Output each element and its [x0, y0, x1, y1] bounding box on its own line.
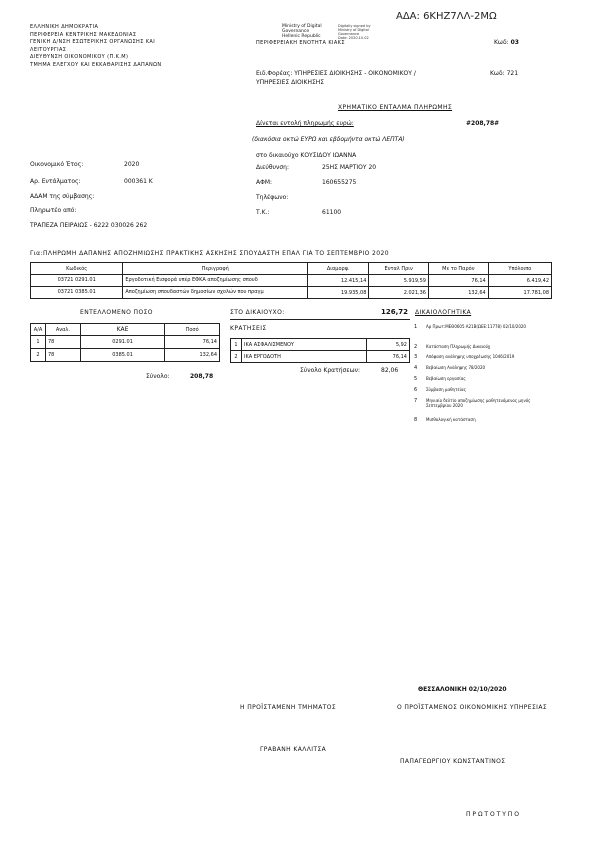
stamp-text: Ministry of Digital	[338, 28, 369, 32]
cell-aa: 1	[31, 336, 46, 349]
signature-right-name: ΠΑΠΑΓΕΩΡΓΙΟΥ ΚΩΝΣΤΑΝΤΙΝΟΣ	[400, 758, 506, 765]
stamp-right	[338, 24, 371, 40]
table-header-row	[31, 263, 552, 275]
total-value: 208,78	[190, 373, 214, 380]
budget-table	[30, 262, 552, 299]
cell-anal: 78	[45, 349, 80, 362]
cell-budget: 12.415,14	[308, 275, 369, 287]
item-text: Απόφαση ανάληψης υποχρέωσης 1046/2019	[426, 354, 515, 359]
cell-poso: 76,14	[165, 336, 220, 349]
stamp-text: Governance	[282, 29, 310, 34]
stamp-text: Hellenic Republic	[282, 34, 321, 39]
item-number: 5	[414, 376, 418, 382]
cell-deduction-amount: 5,92	[367, 339, 410, 351]
cell-current: 132,64	[428, 287, 488, 299]
col-header-anal: Αναλ.	[45, 324, 80, 336]
item-text: Βεβαίωση εργασίας	[426, 376, 466, 381]
signature-left-name: ΓΡΑΒΑΝΗ ΚΑΛΛΙΤΣΑ	[260, 746, 327, 753]
item-text: Αρ Πρωτ:ΜΕΘ0605 Α21Β(ΩΕΕ:11778) 02/10/2020	[426, 324, 526, 329]
header-line: ΔΙΕΥΘΥΝΣΗ ΟΙΚΟΝΟΜΙΚΟΥ (Π.Κ.Μ)	[30, 54, 129, 60]
item-text: Κατάσταση Πληρωμής Δικαιούχ	[426, 344, 491, 349]
item-text: Μηνιαίο δελτίο αποζημίωσης μαθητευόμενος μηνός Σεπτεμβρίου 2020	[426, 398, 531, 408]
cell-balance: 17.781,08	[488, 287, 551, 299]
cell-deduction-name: ΙΚΑ ΑΣΦΑΛΙΣΜΕΝΟΥ	[242, 339, 367, 351]
kodikos-value: 03	[510, 39, 519, 46]
total-label: Σύνολο:	[146, 373, 170, 380]
table-row	[31, 275, 552, 287]
cell-poso: 132,64	[165, 349, 220, 362]
supporting-documents-title: ΔΙΚΑΙΟΛΟΓΗΤΙΚΑ	[415, 309, 472, 316]
postcode-value: 61100	[322, 209, 342, 216]
beneficiary-underline	[230, 319, 410, 320]
table-row	[31, 287, 552, 299]
foreas-label: Ειδ.Φορέας:	[256, 70, 293, 77]
cell-current: 76,14	[428, 275, 488, 287]
col-header-aa: Α/Α	[31, 324, 46, 336]
cell-aa: 2	[31, 349, 46, 362]
original-copy-mark: Π Ρ Ω Τ Ο Τ Υ Π Ο	[466, 811, 519, 818]
item-number: 1	[414, 324, 418, 330]
phone-label: Τηλέφωνο:	[256, 194, 289, 201]
amount-in-words: (διακόσια οκτώ ΕΥΡΩ και εβδομήντα οκτώ ΛΕΠΤΑ)	[252, 136, 405, 143]
signature-right-title: Ο ΠΡΟΪΣΤΑΜΕΝΟΣ ΟΙΚΟΝΟΜΙΚΗΣ ΥΠΗΡΕΣΙΑΣ	[396, 704, 548, 711]
kodikos-label: Κωδ:	[494, 39, 509, 46]
ordered-amount-table	[30, 323, 220, 362]
cell-anal: 78	[45, 336, 80, 349]
header-line: ΓΕΝΙΚΗ Δ/ΝΣΗ ΕΣΩΤΕΡΙΚΗΣ ΟΡΓΑΝΩΣΗΣ ΚΑΙ	[30, 39, 156, 45]
item-number: 6	[414, 387, 418, 393]
to-beneficiary-value: 126,72	[381, 308, 409, 316]
col-header-kae: ΚΑΕ	[80, 324, 164, 336]
warrant-number-value: 000361 Κ	[124, 178, 153, 185]
table-row	[31, 336, 220, 349]
header-organization	[30, 24, 162, 69]
payment-amount: #208,78#	[466, 120, 500, 127]
item-number: 7	[414, 398, 418, 404]
kodikos	[494, 39, 519, 46]
cell-kae: 0291.01	[80, 336, 164, 349]
col-header-code: Κωδικός	[31, 263, 123, 275]
col-header-description: Περιγραφή	[123, 263, 308, 275]
cell-description: Εργοδοτική Εισφορά υπέρ ΕΦΚΑ αποζημίωσης σπουδ	[123, 275, 308, 287]
afm-label: ΑΦΜ:	[256, 179, 273, 186]
purpose-line: Για:ΠΛΗΡΩΜΗ ΔΑΠΑΝΗΣ ΑΠΟΖΗΜΙΩΣΗΣ ΠΡΑΚΤΙΚΗΣ ΑΣΚΗΣΗΣ ΣΠΟΥΔΑΣΤΗ ΕΠΑΛ ΓΙΑ ΤΟ ΣΕΠΤΕΜΒΡΙΟ 2020	[30, 250, 389, 257]
ordered-amount-title: ΕΝΤΕΛΛΟΜΕΝΟ ΠΟΣΟ	[80, 309, 153, 316]
table-row	[231, 339, 410, 351]
col-header-before: Ενταλ Πριν	[369, 263, 429, 275]
table-row	[31, 349, 220, 362]
foreas-line	[256, 70, 416, 77]
warrant-number-label: Αρ. Εντάλματος:	[30, 178, 81, 185]
item-number: 8	[414, 417, 418, 423]
table-header-row	[31, 324, 220, 336]
col-header-poso: Ποσό	[165, 324, 220, 336]
address-value: 25ΗΣ ΜΑΡΤΙΟΥ 20	[322, 164, 377, 171]
cell-deduction-name: ΙΚΑ ΕΡΓΟΔΟΤΗ	[242, 351, 367, 363]
payment-order-label: Δίνεται εντολή πληρωμής ευρώ:	[256, 120, 354, 127]
cell-code: 03721 0291.01	[31, 275, 123, 287]
table-row	[231, 351, 410, 363]
foreas-kod	[490, 70, 518, 77]
item-text: Βεβαίωση Ανάληψης 78/2020	[426, 365, 486, 370]
signature-left-title: Η ΠΡΟΪΣΤΑΜΕΝΗ ΤΜΗΜΑΤΟΣ	[240, 704, 337, 711]
cell-before: 2.021,36	[369, 287, 429, 299]
cell-before: 5.919,59	[369, 275, 429, 287]
col-header-budget: Διαμορφ.	[308, 263, 369, 275]
stamp-left	[282, 24, 322, 39]
item-number: 3	[414, 354, 418, 360]
item-text: Σύμβαση μαθητείας	[426, 387, 466, 392]
stamp-text: Date: 2020.10.02	[338, 36, 369, 40]
header-line: ΛΕΙΤΟΥΡΓΙΑΣ	[30, 46, 67, 53]
total-deductions-label: Σύνολο Κρατήσεων:	[300, 367, 360, 374]
financial-year-value: 2020	[124, 161, 140, 168]
header-line: ΠΕΡΙΦΕΡΕΙΑ ΚΕΝΤΡΙΚΗΣ ΜΑΚΕΔΟΝΙΑΣ	[30, 31, 137, 38]
header-line: ΤΜΗΜΑ ΕΛΕΓΧΟΥ ΚΑΙ ΕΚΚΑΘΑΡΙΣΗΣ ΔΑΠΑΝΩΝ	[30, 61, 162, 68]
postcode-label: Τ.Κ.:	[256, 209, 270, 216]
bank-account: ΤΡΑΠΕΖΑ ΠΕΙΡΑΙΩΣ - 6222 030026 262	[30, 222, 148, 229]
afm-value: 160655275	[322, 179, 357, 186]
deductions-table	[230, 338, 410, 363]
cell-description: Αποζημίωση σπουδαστών δημοσίων σχολών που πραγμ	[123, 287, 308, 299]
foreas-value-2: ΥΠΗΡΕΣΙΕΣ ΔΙΟΙΚΗΣΗΣ	[256, 79, 325, 86]
col-header-current: Με το Παρόν	[428, 263, 488, 275]
header-line: ΕΛΛΗΝΙΚΗ ΔΗΜΟΚΡΑΤΙΑ	[30, 24, 99, 30]
to-beneficiary-label: ΣΤΟ ΔΙΚΑΙΟΥΧΟ:	[230, 309, 285, 316]
beneficiary-line: στο δικαιούχο ΚΟΥΣΙΔΟΥ ΙΩΑΝΝΑ	[256, 152, 357, 159]
cell-budget: 19.935,08	[308, 287, 369, 299]
place-date: ΘΕΣΣΑΛΟΝΙΚΗ 02/10/2020	[418, 686, 507, 693]
document-title: ΧΡΗΜΑΤΙΚΟ ΕΝΤΑΛΜΑ ΠΛΗΡΩΜΗΣ	[338, 104, 453, 111]
foreas-value: ΥΠΗΡΕΣΙΕΣ ΔΙΟΙΚΗΣΗΣ - ΟΙΚΟΝΟΜΙΚΟΥ /	[294, 70, 416, 77]
cell-aa: 1	[231, 339, 242, 351]
foreas-kod-value: 721	[506, 70, 519, 77]
payable-from-label: Πληρωτέο από:	[30, 207, 77, 214]
stamp-text: Ministry of Digital	[282, 24, 322, 29]
cell-aa: 2	[231, 351, 242, 363]
periferiaki-enotita: ΠΕΡΙΦΕΡΕΙΑΚΗ ΕΝΟΤΗΤΑ ΚΙΑΚΣ	[256, 40, 345, 46]
foreas-kod-label: Κωδ:	[490, 70, 505, 77]
address-label: Διεύθυνση:	[256, 164, 289, 171]
cell-code: 03721 0385.01	[31, 287, 123, 299]
stamp-text: Governance	[338, 32, 360, 36]
col-header-balance: Υπόλοιπο	[488, 263, 551, 275]
cell-deduction-amount: 76,14	[367, 351, 410, 363]
total-deductions-value: 82,06	[381, 367, 399, 374]
item-number: 2	[414, 344, 418, 350]
adam-label: ΑΔΑΜ της σύμβασης:	[30, 193, 95, 200]
cell-kae: 0385.01	[80, 349, 164, 362]
stamp-text: Digitally signed by	[338, 24, 371, 28]
item-number: 4	[414, 365, 418, 371]
item-text: Μισθολογική κατάσταση	[426, 417, 476, 422]
deductions-label: ΚΡΑΤΗΣΕΙΣ	[230, 325, 267, 332]
financial-year-label: Οικονομικό Έτος:	[30, 161, 84, 168]
cell-balance: 6.419,42	[488, 275, 551, 287]
ada-code: ΑΔΑ: 6ΚΗΖ7ΛΛ-2ΜΩ	[396, 11, 497, 22]
